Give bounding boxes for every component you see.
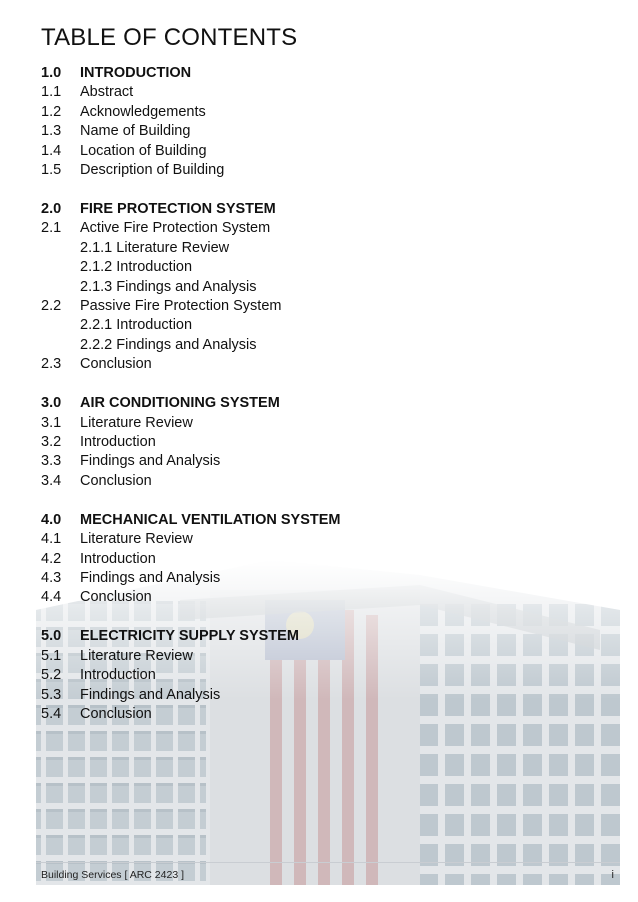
toc-label: Passive Fire Protection System	[80, 298, 282, 314]
toc-item	[41, 569, 221, 588]
toc-label: 2.2.2 Findings and Analysis	[80, 336, 257, 353]
toc-label: Conclusion	[80, 472, 152, 489]
toc-label: Introduction	[80, 550, 156, 567]
toc-number: 3.0	[41, 395, 62, 412]
toc-label: Abstract	[80, 84, 134, 101]
toc-item	[41, 686, 221, 705]
toc-label: ELECTRICITY SUPPLY SYSTEM	[80, 628, 299, 645]
toc-label: 2.1.3 Findings and Analysis	[80, 278, 257, 295]
toc-section-heading	[41, 511, 341, 530]
toc-item	[41, 219, 271, 238]
toc-number: 5.1	[41, 647, 62, 664]
toc-label: Findings and Analysis	[80, 570, 221, 586]
toc-number: 4.0	[41, 511, 62, 528]
toc-number: 4.2	[41, 550, 62, 567]
toc-item	[41, 452, 221, 471]
toc-number: 1.1	[41, 84, 62, 101]
toc-label: Literature Review	[80, 414, 193, 431]
toc-label: Conclusion	[80, 589, 152, 606]
toc-label: Findings and Analysis	[80, 453, 221, 470]
footer-course-label: Building Services [ ARC 2423 ]	[41, 869, 184, 881]
toc-label: 2.1.2 Introduction	[80, 259, 193, 276]
toc-label: Active Fire Protection System	[80, 220, 271, 237]
toc-label: AIR CONDITIONING SYSTEM	[80, 395, 280, 412]
toc-number: 5.4	[41, 706, 62, 722]
toc-number: 5.0	[41, 628, 62, 645]
toc-item	[41, 530, 193, 549]
page-title: TABLE OF CONTENTS	[41, 24, 298, 51]
toc-number: 1.3	[41, 123, 62, 140]
toc-label: Conclusion	[80, 706, 152, 722]
toc-number: 5.3	[41, 686, 62, 703]
toc-number: 4.4	[41, 589, 62, 606]
toc-item	[41, 433, 156, 452]
toc-number: 3.3	[41, 453, 62, 470]
toc-number: 2.2	[41, 298, 62, 314]
toc-label: Findings and Analysis	[80, 686, 221, 703]
toc-item	[41, 414, 193, 433]
toc-number: 1.2	[41, 103, 62, 120]
toc-item	[41, 103, 206, 122]
toc-item	[41, 550, 156, 569]
toc-section-heading	[41, 394, 280, 413]
toc-number: 1.0	[41, 65, 62, 81]
toc-item	[41, 297, 282, 316]
toc-label: Conclusion	[80, 356, 152, 373]
toc-item	[41, 355, 152, 374]
toc-number: 2.1	[41, 220, 62, 237]
toc-label: Literature Review	[80, 531, 193, 548]
toc-label: Introduction	[80, 434, 156, 450]
toc-item	[41, 83, 134, 102]
toc-item	[41, 666, 156, 685]
toc-number: 5.2	[41, 667, 62, 684]
toc-label: Name of Building	[80, 123, 191, 140]
footer-divider	[36, 862, 620, 863]
toc-label: FIRE PROTECTION SYSTEM	[80, 201, 276, 217]
toc-label: Acknowledgements	[80, 103, 206, 120]
toc-item	[41, 122, 191, 141]
toc-label: Description of Building	[80, 162, 225, 178]
toc-label: 2.1.1 Literature Review	[80, 239, 230, 256]
toc-number: 2.3	[41, 356, 62, 373]
toc-number: 3.4	[41, 472, 62, 489]
toc-label: INTRODUCTION	[80, 65, 192, 81]
toc-number: 2.0	[41, 201, 62, 217]
toc-label: 2.2.1 Introduction	[80, 317, 193, 334]
toc-number: 3.1	[41, 414, 62, 431]
toc-item	[41, 705, 152, 724]
toc-label: Location of Building	[80, 142, 207, 159]
toc-item	[41, 472, 152, 491]
toc-section-heading	[41, 627, 299, 646]
toc-number: 4.3	[41, 570, 62, 586]
toc-section-heading	[41, 200, 276, 219]
page-number: i	[611, 869, 614, 881]
toc-number: 1.4	[41, 142, 62, 159]
toc-number: 3.2	[41, 434, 62, 450]
toc-number: 1.5	[41, 162, 62, 178]
toc-label: Introduction	[80, 667, 156, 684]
toc-label: Literature Review	[80, 647, 193, 664]
toc-label: MECHANICAL VENTILATION SYSTEM	[80, 511, 341, 528]
toc-item	[41, 161, 225, 180]
toc-item	[41, 142, 207, 161]
toc-number: 4.1	[41, 531, 62, 548]
toc-item	[41, 647, 193, 666]
toc-section-heading	[41, 64, 192, 83]
toc-item	[41, 588, 152, 607]
